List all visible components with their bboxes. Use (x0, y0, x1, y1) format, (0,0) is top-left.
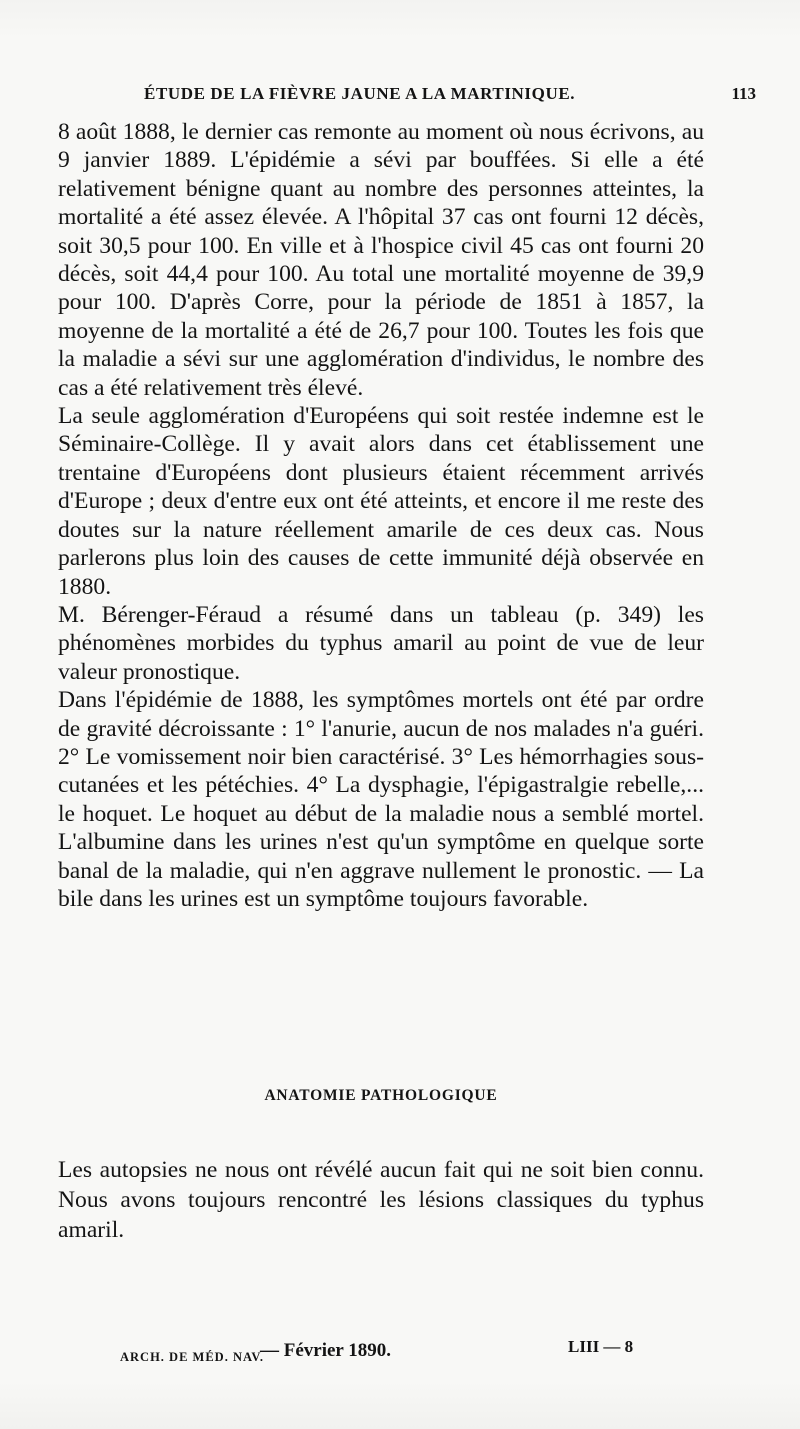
paragraph-seminaire: La seule agglomération d'Européens qui soit restée indemne est le Séminaire-Collège. Il y avait alors dans cet établissement une trentaine d'Européens dont plusieurs étaient récemment arrivés d'Europe ; deux d'entre eux ont été atteints, et encore il me reste des doutes sur la nature réellement amarile de ces deux cas. Nous parlerons plus loin des causes de cette immunité déjà observée en 1880. (58, 403, 704, 600)
paragraph-symptoms: Dans l'épidémie de 1888, les symptômes mortels ont été par ordre de gravité décroissante : 1° l'anurie, aucun de nos malades n'a guéri. 2° Le vomissement noir bien caractérisé. 3° Les hémorrhagies sous-cutanées et les pétéchies. 4° La dysphagie, l'épigastralgie rebelle,... le hoquet. Le hoquet au début de la maladie nous a semblé mortel. L'albumine dans les urines n'est qu'un symptôme en quelque sorte banal de la maladie, qui n'en aggrave nullement le pronostic. — La bile dans les urines est un symptôme toujours favorable. (58, 687, 704, 912)
paragraph-autopsies: Les autopsies ne nous ont révélé aucun fait qui ne soit bien connu. Nous avons toujours rencontré les lésions classiques du typhus amaril. (58, 1157, 704, 1243)
page-number: 113 (731, 84, 756, 103)
footer-signature: LIII — 8 (568, 1337, 634, 1356)
paragraph-berenger-feraud: M. Bérenger-Féraud a résumé dans un tableau (p. 349) les phénomènes morbides du typhus amaril au point de vue de leur valeur pronostique. (58, 601, 704, 685)
section-text (58, 1155, 704, 1245)
body-text (58, 118, 704, 913)
running-title: ÉTUDE DE LA FIÈVRE JAUNE A LA MARTINIQUE. (144, 84, 576, 103)
page-header (58, 84, 758, 108)
paragraph-mortality: 8 août 1888, le dernier cas remonte au moment où nous écrivons, au 9 janvier 1889. L'épidémie a sévi par bouffées. Si elle a été relativement bénigne quant au nombre des personnes atteintes, la mortalité a été assez élevée. A l'hôpital 37 cas ont fourni 12 décès, soit 30,5 pour 100. En ville et à l'hospice civil 45 cas ont fourni 20 décès, soit 44,4 pour 100. Au total une mortalité moyenne de 39,9 pour 100. D'après Corre, pour la période de 1851 à 1857, la moyenne de la mortalité a été de 26,7 pour 100. Toutes les fois que la maladie a sévi sur une agglomération d'individus, le nombre des cas a été relativement très élevé. (58, 119, 704, 401)
footer-date: — Février 1890. (260, 1340, 392, 1361)
section-heading: ANATOMIE PATHOLOGIQUE (264, 1087, 498, 1104)
footer-journal: ARCH. DE MÉD. NAV. (120, 1350, 264, 1364)
